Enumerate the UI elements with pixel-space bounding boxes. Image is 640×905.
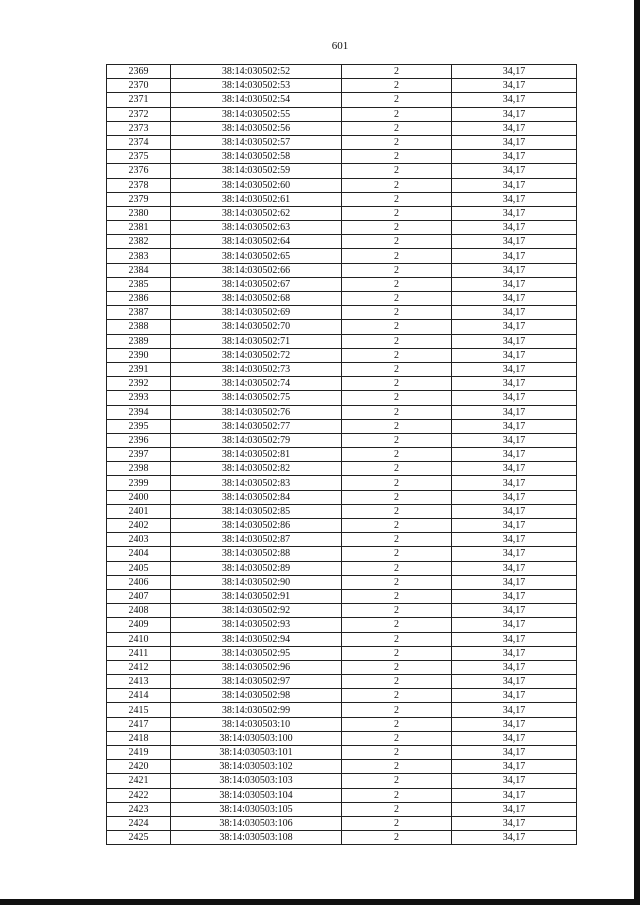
area-cell: 34,17: [452, 717, 577, 731]
cadastral-number-cell: 38:14:030502:56: [171, 121, 342, 135]
area-cell: 34,17: [452, 774, 577, 788]
area-cell: 34,17: [452, 93, 577, 107]
cadastral-number-cell: 38:14:030502:52: [171, 65, 342, 79]
cadastral-number-cell: 38:14:030502:94: [171, 632, 342, 646]
row-number-cell: 2397: [107, 448, 171, 462]
table-row: [107, 533, 577, 547]
area-cell: 34,17: [452, 263, 577, 277]
row-number-cell: 2418: [107, 731, 171, 745]
area-cell: 34,17: [452, 660, 577, 674]
count-cell: 2: [342, 306, 452, 320]
cadastral-number-cell: 38:14:030502:57: [171, 135, 342, 149]
table-row: [107, 65, 577, 79]
count-cell: 2: [342, 462, 452, 476]
row-number-cell: 2392: [107, 377, 171, 391]
table-row: [107, 646, 577, 660]
cadastral-number-cell: 38:14:030502:69: [171, 306, 342, 320]
cadastral-number-cell: 38:14:030502:73: [171, 362, 342, 376]
table-row: [107, 164, 577, 178]
row-number-cell: 2385: [107, 277, 171, 291]
table-row: [107, 377, 577, 391]
cadastral-number-cell: 38:14:030502:75: [171, 391, 342, 405]
area-cell: 34,17: [452, 391, 577, 405]
count-cell: 2: [342, 135, 452, 149]
cadastral-number-cell: 38:14:030502:71: [171, 334, 342, 348]
cadastral-number-cell: 38:14:030503:108: [171, 831, 342, 845]
table-row: [107, 419, 577, 433]
area-cell: 34,17: [452, 788, 577, 802]
table-row: [107, 717, 577, 731]
row-number-cell: 2398: [107, 462, 171, 476]
count-cell: 2: [342, 292, 452, 306]
table-row: [107, 334, 577, 348]
table-row: [107, 362, 577, 376]
table-row: [107, 405, 577, 419]
cadastral-number-cell: 38:14:030503:101: [171, 746, 342, 760]
row-number-cell: 2425: [107, 831, 171, 845]
row-number-cell: 2369: [107, 65, 171, 79]
cadastral-number-cell: 38:14:030502:67: [171, 277, 342, 291]
row-number-cell: 2405: [107, 561, 171, 575]
area-cell: 34,17: [452, 831, 577, 845]
cadastral-number-cell: 38:14:030503:105: [171, 802, 342, 816]
count-cell: 2: [342, 476, 452, 490]
table-row: [107, 816, 577, 830]
row-number-cell: 2399: [107, 476, 171, 490]
row-number-cell: 2419: [107, 746, 171, 760]
table-row: [107, 178, 577, 192]
count-cell: 2: [342, 575, 452, 589]
area-cell: 34,17: [452, 249, 577, 263]
table-row: [107, 150, 577, 164]
area-cell: 34,17: [452, 519, 577, 533]
row-number-cell: 2422: [107, 788, 171, 802]
count-cell: 2: [342, 788, 452, 802]
row-number-cell: 2380: [107, 206, 171, 220]
area-cell: 34,17: [452, 816, 577, 830]
count-cell: 2: [342, 448, 452, 462]
area-cell: 34,17: [452, 164, 577, 178]
cadastral-number-cell: 38:14:030502:82: [171, 462, 342, 476]
count-cell: 2: [342, 589, 452, 603]
count-cell: 2: [342, 675, 452, 689]
count-cell: 2: [342, 717, 452, 731]
table-row: [107, 675, 577, 689]
table-row: [107, 490, 577, 504]
count-cell: 2: [342, 65, 452, 79]
cadastral-number-cell: 38:14:030502:81: [171, 448, 342, 462]
count-cell: 2: [342, 774, 452, 788]
table-row: [107, 263, 577, 277]
cadastral-number-cell: 38:14:030502:77: [171, 419, 342, 433]
cadastral-number-cell: 38:14:030502:53: [171, 79, 342, 93]
count-cell: 2: [342, 334, 452, 348]
area-cell: 34,17: [452, 306, 577, 320]
count-cell: 2: [342, 107, 452, 121]
row-number-cell: 2375: [107, 150, 171, 164]
count-cell: 2: [342, 547, 452, 561]
table-row: [107, 689, 577, 703]
area-cell: 34,17: [452, 377, 577, 391]
cadastral-number-cell: 38:14:030502:61: [171, 192, 342, 206]
area-cell: 34,17: [452, 646, 577, 660]
table-row: [107, 79, 577, 93]
cadastral-number-cell: 38:14:030502:88: [171, 547, 342, 561]
table-row: [107, 746, 577, 760]
table-row: [107, 731, 577, 745]
cadastral-number-cell: 38:14:030502:68: [171, 292, 342, 306]
count-cell: 2: [342, 164, 452, 178]
area-cell: 34,17: [452, 462, 577, 476]
area-cell: 34,17: [452, 746, 577, 760]
count-cell: 2: [342, 221, 452, 235]
area-cell: 34,17: [452, 547, 577, 561]
area-cell: 34,17: [452, 121, 577, 135]
count-cell: 2: [342, 660, 452, 674]
cadastral-number-cell: 38:14:030502:93: [171, 618, 342, 632]
count-cell: 2: [342, 604, 452, 618]
row-number-cell: 2387: [107, 306, 171, 320]
area-cell: 34,17: [452, 65, 577, 79]
area-cell: 34,17: [452, 476, 577, 490]
count-cell: 2: [342, 348, 452, 362]
area-cell: 34,17: [452, 731, 577, 745]
cadastral-number-cell: 38:14:030502:84: [171, 490, 342, 504]
row-number-cell: 2410: [107, 632, 171, 646]
count-cell: 2: [342, 561, 452, 575]
row-number-cell: 2378: [107, 178, 171, 192]
cadastral-number-cell: 38:14:030502:96: [171, 660, 342, 674]
area-cell: 34,17: [452, 604, 577, 618]
count-cell: 2: [342, 405, 452, 419]
table-row: [107, 788, 577, 802]
row-number-cell: 2386: [107, 292, 171, 306]
table-row: [107, 135, 577, 149]
count-cell: 2: [342, 235, 452, 249]
cadastral-number-cell: 38:14:030502:91: [171, 589, 342, 603]
row-number-cell: 2404: [107, 547, 171, 561]
cadastral-number-cell: 38:14:030503:103: [171, 774, 342, 788]
table-row: [107, 121, 577, 135]
row-number-cell: 2390: [107, 348, 171, 362]
cadastral-number-cell: 38:14:030503:102: [171, 760, 342, 774]
count-cell: 2: [342, 831, 452, 845]
row-number-cell: 2373: [107, 121, 171, 135]
cadastral-number-cell: 38:14:030502:86: [171, 519, 342, 533]
area-cell: 34,17: [452, 490, 577, 504]
count-cell: 2: [342, 362, 452, 376]
area-cell: 34,17: [452, 561, 577, 575]
row-number-cell: 2420: [107, 760, 171, 774]
cadastral-number-cell: 38:14:030502:74: [171, 377, 342, 391]
row-number-cell: 2415: [107, 703, 171, 717]
table-row: [107, 206, 577, 220]
count-cell: 2: [342, 391, 452, 405]
row-number-cell: 2407: [107, 589, 171, 603]
count-cell: 2: [342, 490, 452, 504]
row-number-cell: 2412: [107, 660, 171, 674]
count-cell: 2: [342, 79, 452, 93]
row-number-cell: 2388: [107, 320, 171, 334]
count-cell: 2: [342, 703, 452, 717]
count-cell: 2: [342, 263, 452, 277]
cadastral-number-cell: 38:14:030502:85: [171, 504, 342, 518]
count-cell: 2: [342, 377, 452, 391]
area-cell: 34,17: [452, 79, 577, 93]
cadastral-number-cell: 38:14:030502:83: [171, 476, 342, 490]
cadastral-register-table: [106, 64, 577, 845]
row-number-cell: 2401: [107, 504, 171, 518]
row-number-cell: 2379: [107, 192, 171, 206]
row-number-cell: 2406: [107, 575, 171, 589]
table-row: [107, 107, 577, 121]
cadastral-number-cell: 38:14:030502:62: [171, 206, 342, 220]
area-cell: 34,17: [452, 192, 577, 206]
table-row: [107, 348, 577, 362]
table-row: [107, 306, 577, 320]
count-cell: 2: [342, 689, 452, 703]
cadastral-number-cell: 38:14:030502:95: [171, 646, 342, 660]
count-cell: 2: [342, 618, 452, 632]
row-number-cell: 2374: [107, 135, 171, 149]
table-row: [107, 519, 577, 533]
count-cell: 2: [342, 93, 452, 107]
cadastral-number-cell: 38:14:030502:90: [171, 575, 342, 589]
count-cell: 2: [342, 816, 452, 830]
row-number-cell: 2409: [107, 618, 171, 632]
row-number-cell: 2400: [107, 490, 171, 504]
area-cell: 34,17: [452, 575, 577, 589]
page-number: 601: [331, 40, 349, 52]
count-cell: 2: [342, 277, 452, 291]
cadastral-number-cell: 38:14:030502:59: [171, 164, 342, 178]
table-row: [107, 547, 577, 561]
table-row: [107, 292, 577, 306]
count-cell: 2: [342, 504, 452, 518]
area-cell: 34,17: [452, 362, 577, 376]
cadastral-number-cell: 38:14:030502:87: [171, 533, 342, 547]
row-number-cell: 2384: [107, 263, 171, 277]
area-cell: 34,17: [452, 221, 577, 235]
area-cell: 34,17: [452, 675, 577, 689]
row-number-cell: 2421: [107, 774, 171, 788]
table-row: [107, 93, 577, 107]
scan-edge-right: [634, 0, 640, 905]
area-cell: 34,17: [452, 135, 577, 149]
table-row: [107, 703, 577, 717]
table-row: [107, 476, 577, 490]
count-cell: 2: [342, 419, 452, 433]
count-cell: 2: [342, 192, 452, 206]
table-row: [107, 575, 577, 589]
count-cell: 2: [342, 178, 452, 192]
cadastral-number-cell: 38:14:030502:58: [171, 150, 342, 164]
count-cell: 2: [342, 320, 452, 334]
row-number-cell: 2381: [107, 221, 171, 235]
cadastral-number-cell: 38:14:030503:100: [171, 731, 342, 745]
count-cell: 2: [342, 121, 452, 135]
row-number-cell: 2408: [107, 604, 171, 618]
row-number-cell: 2383: [107, 249, 171, 263]
table-row: [107, 235, 577, 249]
area-cell: 34,17: [452, 235, 577, 249]
row-number-cell: 2372: [107, 107, 171, 121]
table-row: [107, 504, 577, 518]
row-number-cell: 2417: [107, 717, 171, 731]
count-cell: 2: [342, 433, 452, 447]
count-cell: 2: [342, 206, 452, 220]
area-cell: 34,17: [452, 334, 577, 348]
table-row: [107, 391, 577, 405]
cadastral-number-cell: 38:14:030502:99: [171, 703, 342, 717]
count-cell: 2: [342, 533, 452, 547]
area-cell: 34,17: [452, 405, 577, 419]
area-cell: 34,17: [452, 703, 577, 717]
row-number-cell: 2414: [107, 689, 171, 703]
table-row: [107, 774, 577, 788]
table-row: [107, 802, 577, 816]
row-number-cell: 2411: [107, 646, 171, 660]
table-row: [107, 462, 577, 476]
count-cell: 2: [342, 802, 452, 816]
table-row: [107, 320, 577, 334]
count-cell: 2: [342, 150, 452, 164]
cadastral-number-cell: 38:14:030502:66: [171, 263, 342, 277]
row-number-cell: 2413: [107, 675, 171, 689]
cadastral-number-cell: 38:14:030502:79: [171, 433, 342, 447]
table-row: [107, 618, 577, 632]
cadastral-number-cell: 38:14:030502:55: [171, 107, 342, 121]
table-row: [107, 760, 577, 774]
table-row: [107, 604, 577, 618]
count-cell: 2: [342, 731, 452, 745]
cadastral-number-cell: 38:14:030503:104: [171, 788, 342, 802]
table-row: [107, 433, 577, 447]
count-cell: 2: [342, 249, 452, 263]
cadastral-number-cell: 38:14:030502:89: [171, 561, 342, 575]
area-cell: 34,17: [452, 348, 577, 362]
area-cell: 34,17: [452, 292, 577, 306]
cadastral-number-cell: 38:14:030502:98: [171, 689, 342, 703]
area-cell: 34,17: [452, 533, 577, 547]
cadastral-number-cell: 38:14:030502:70: [171, 320, 342, 334]
area-cell: 34,17: [452, 802, 577, 816]
count-cell: 2: [342, 760, 452, 774]
table-row: [107, 561, 577, 575]
cadastral-number-cell: 38:14:030502:60: [171, 178, 342, 192]
count-cell: 2: [342, 646, 452, 660]
row-number-cell: 2394: [107, 405, 171, 419]
table-row: [107, 589, 577, 603]
table-row: [107, 249, 577, 263]
area-cell: 34,17: [452, 589, 577, 603]
row-number-cell: 2389: [107, 334, 171, 348]
area-cell: 34,17: [452, 277, 577, 291]
row-number-cell: 2393: [107, 391, 171, 405]
row-number-cell: 2402: [107, 519, 171, 533]
cadastral-number-cell: 38:14:030502:76: [171, 405, 342, 419]
area-cell: 34,17: [452, 504, 577, 518]
count-cell: 2: [342, 632, 452, 646]
cadastral-number-cell: 38:14:030503:106: [171, 816, 342, 830]
area-cell: 34,17: [452, 150, 577, 164]
table-row: [107, 448, 577, 462]
cadastral-number-cell: 38:14:030502:63: [171, 221, 342, 235]
area-cell: 34,17: [452, 448, 577, 462]
cadastral-number-cell: 38:14:030502:54: [171, 93, 342, 107]
row-number-cell: 2423: [107, 802, 171, 816]
table-body: [107, 65, 577, 845]
table-row: [107, 192, 577, 206]
area-cell: 34,17: [452, 419, 577, 433]
table-row: [107, 831, 577, 845]
table-row: [107, 632, 577, 646]
count-cell: 2: [342, 746, 452, 760]
row-number-cell: 2403: [107, 533, 171, 547]
table-row: [107, 221, 577, 235]
cadastral-number-cell: 38:14:030502:92: [171, 604, 342, 618]
row-number-cell: 2371: [107, 93, 171, 107]
area-cell: 34,17: [452, 178, 577, 192]
row-number-cell: 2382: [107, 235, 171, 249]
row-number-cell: 2391: [107, 362, 171, 376]
count-cell: 2: [342, 519, 452, 533]
row-number-cell: 2370: [107, 79, 171, 93]
cadastral-number-cell: 38:14:030502:65: [171, 249, 342, 263]
cadastral-number-cell: 38:14:030502:72: [171, 348, 342, 362]
area-cell: 34,17: [452, 689, 577, 703]
row-number-cell: 2424: [107, 816, 171, 830]
row-number-cell: 2396: [107, 433, 171, 447]
table-row: [107, 277, 577, 291]
table-row: [107, 660, 577, 674]
area-cell: 34,17: [452, 107, 577, 121]
area-cell: 34,17: [452, 320, 577, 334]
row-number-cell: 2395: [107, 419, 171, 433]
row-number-cell: 2376: [107, 164, 171, 178]
area-cell: 34,17: [452, 632, 577, 646]
area-cell: 34,17: [452, 433, 577, 447]
scan-edge-bottom: [0, 899, 640, 905]
cadastral-number-cell: 38:14:030502:97: [171, 675, 342, 689]
cadastral-number-cell: 38:14:030502:64: [171, 235, 342, 249]
area-cell: 34,17: [452, 760, 577, 774]
area-cell: 34,17: [452, 618, 577, 632]
area-cell: 34,17: [452, 206, 577, 220]
cadastral-number-cell: 38:14:030503:10: [171, 717, 342, 731]
